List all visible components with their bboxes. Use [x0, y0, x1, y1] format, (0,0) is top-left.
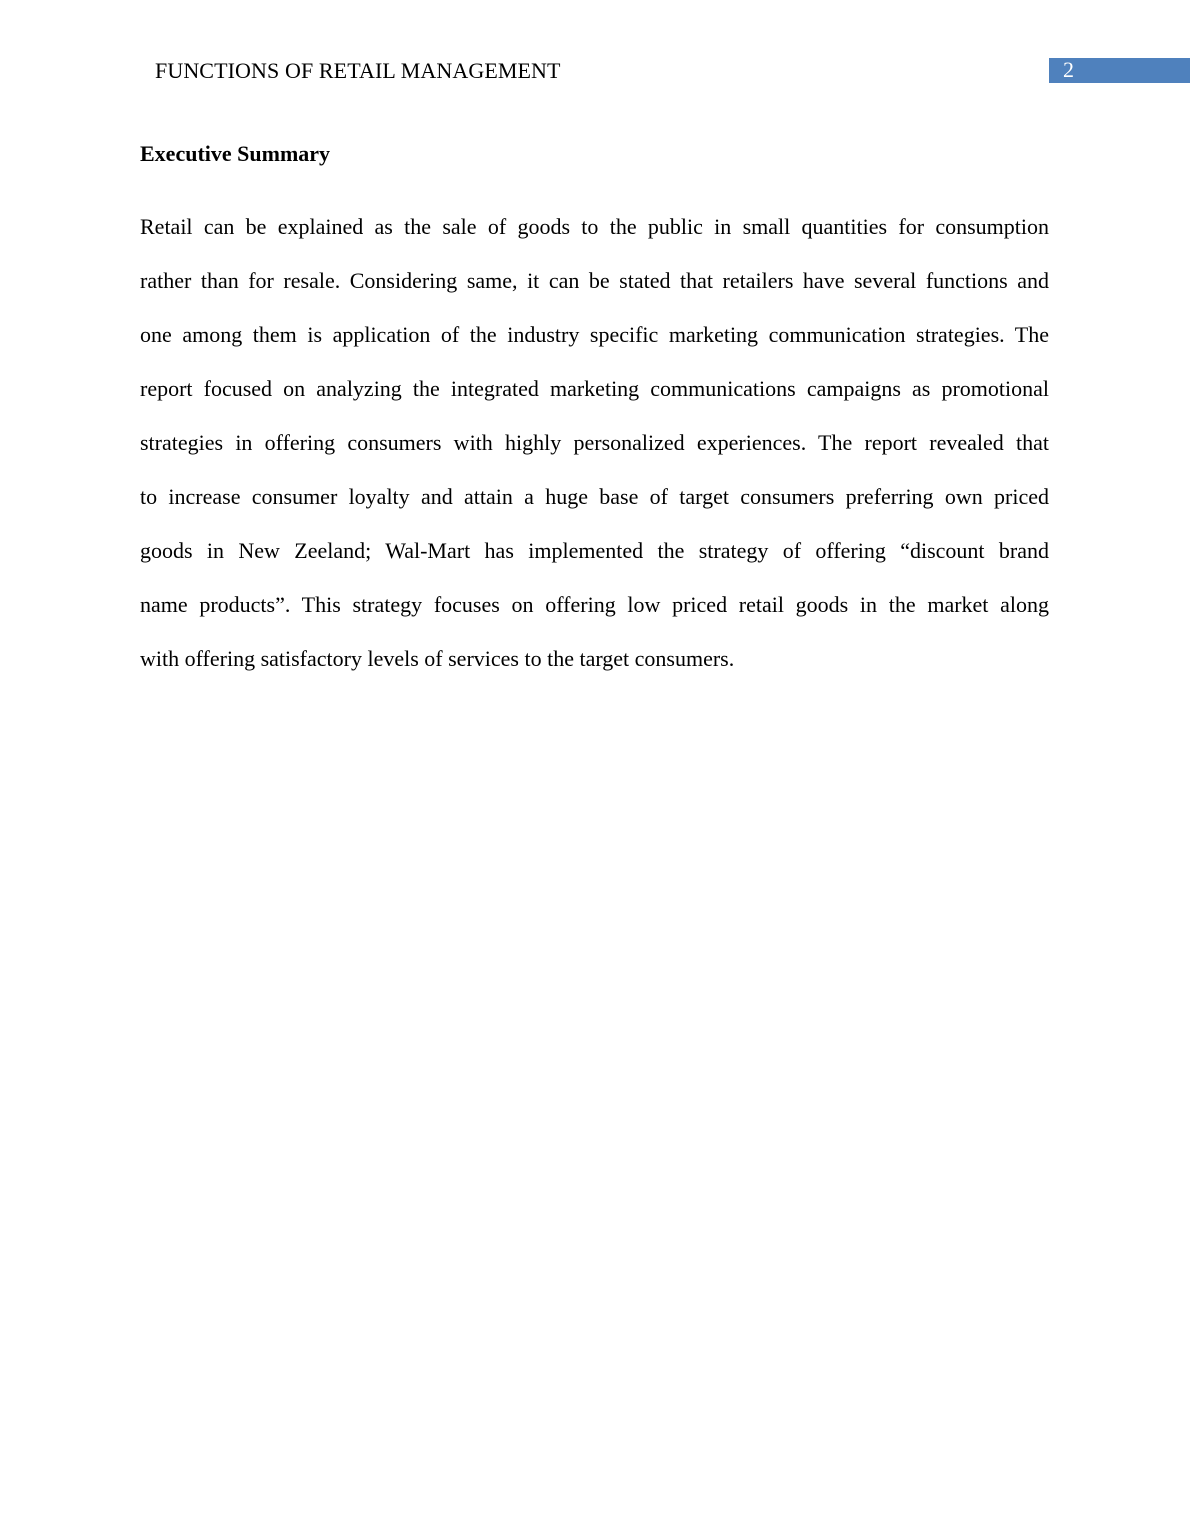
- paragraph-line: name products”. This strategy focuses on offering low priced retail goods in the market along: [140, 592, 1049, 617]
- paragraph-line: with offering satisfactory levels of services to the target consumers.: [140, 646, 735, 671]
- paragraph-line: rather than for resale. Considering same, it can be stated that retailers have several functions and: [140, 268, 1049, 293]
- paragraph-line: to increase consumer loyalty and attain a huge base of target consumers preferring own priced: [140, 484, 1049, 509]
- page-number: 2: [1063, 57, 1074, 82]
- paragraph-line: report focused on analyzing the integrated marketing communications campaigns as promotional: [140, 376, 1049, 401]
- body-paragraph: [140, 210, 1049, 696]
- paragraph-line: Retail can be explained as the sale of goods to the public in small quantities for consumption: [140, 214, 1049, 239]
- section-heading: Executive Summary: [140, 141, 331, 166]
- running-header-title: FUNCTIONS OF RETAIL MANAGEMENT: [155, 58, 561, 83]
- paragraph-line: strategies in offering consumers with highly personalized experiences. The report revealed that: [140, 430, 1049, 455]
- paragraph-line: one among them is application of the industry specific marketing communication strategies. The: [140, 322, 1049, 347]
- page-number-badge: [1049, 58, 1190, 83]
- paragraph-line: goods in New Zeeland; Wal-Mart has implemented the strategy of offering “discount brand: [140, 538, 1049, 563]
